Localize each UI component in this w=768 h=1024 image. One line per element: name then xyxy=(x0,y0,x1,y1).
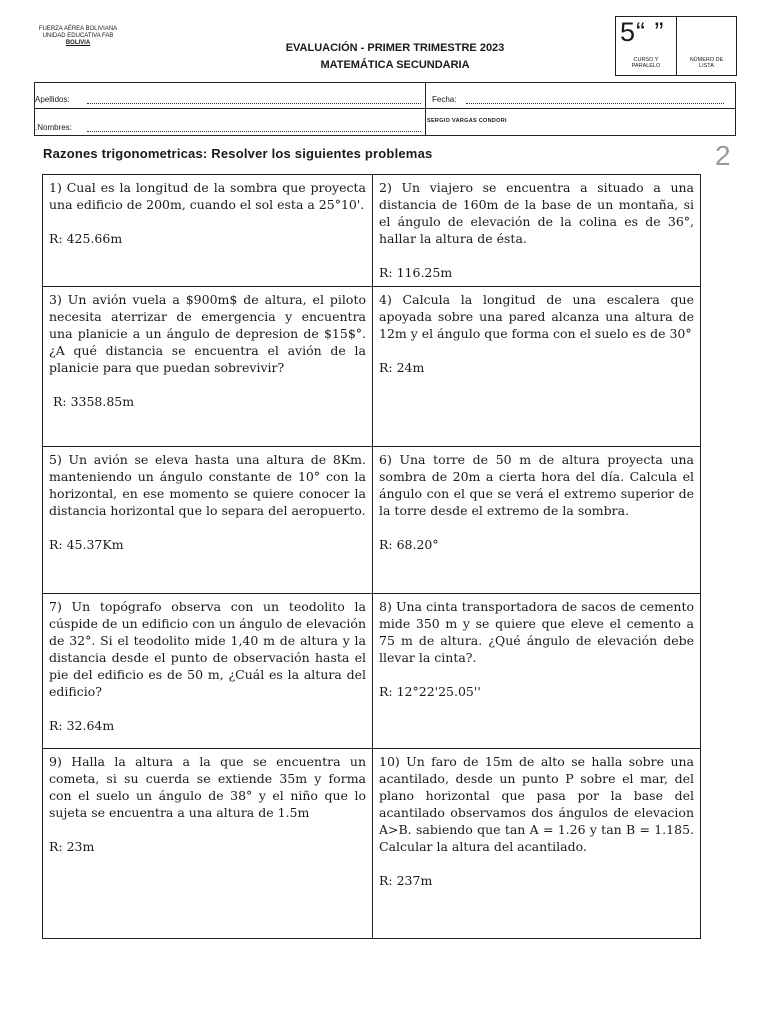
problem-cell-6 xyxy=(373,447,700,594)
problem-answer: R: 68.20° xyxy=(379,537,439,552)
grade-label-line-2: PARALELO xyxy=(631,63,661,69)
problem-text: 6) Una torre de 50 m de altura proyecta una sombra de 20m a cierta hora del día. Calcula el ángulo con el que se verá el extremo superior de la torre desde el extremo de la sombra. xyxy=(379,452,694,518)
exam-title xyxy=(230,40,560,74)
problem-text: 5) Un avión se eleva hasta una altura de 8Km. manteniendo un ángulo constante de 10° con la horizontal, en ese momento se quiere conocer la distancia horizontal que lo separa del aeropuerto. xyxy=(49,452,366,518)
grade-label-line-1: CURSO Y xyxy=(633,57,659,63)
problem-answer: R: 45.37Km xyxy=(49,537,124,552)
nombres-field[interactable] xyxy=(87,131,421,132)
grade-box xyxy=(615,16,677,76)
problem-text: 10) Un faro de 15m de alto se halla sobre una acantilado, desde un punto P sobre el mar, del plano horizontal que pasa por la base del acantilado observamos dos ángulos de elevacion A>B. sabiendo que tan A = 1.26 y tan B = 1.185. Calcular la altura del acantilado. xyxy=(379,754,694,854)
exam-title-line-1: EVALUACIÓN - PRIMER TRIMESTRE 2023 xyxy=(285,42,505,54)
list-label-line-2: LISTA xyxy=(699,63,714,69)
problem-cell-3 xyxy=(43,287,373,447)
problem-answer: R: 3358.85m xyxy=(49,394,135,409)
problem-text: 1) Cual es la longitud de la sombra que proyecta una edificio de 200m, cuando el sol esta a 25°10'. xyxy=(49,180,366,212)
list-label-line-1: NÚMERO DE xyxy=(689,57,724,63)
list-number-label xyxy=(677,57,736,69)
problems-table xyxy=(42,174,701,939)
problem-cell-10 xyxy=(373,749,700,938)
problem-answer: R: 12°22'25.05'' xyxy=(379,684,481,699)
grade-label xyxy=(616,57,676,69)
student-name-value: SERGIO VARGAS CONDORI xyxy=(427,118,507,124)
problem-cell-5 xyxy=(43,447,373,594)
fecha-label: Fecha: xyxy=(432,95,457,104)
problem-answer: R: 425.66m xyxy=(49,231,123,246)
exam-title-line-2: MATEMÁTICA SECUNDARIA xyxy=(320,59,470,71)
problem-cell-8 xyxy=(373,594,700,749)
problem-text: 3) Un avión vuela a $900m$ de altura, el piloto necesita aterrizar de emergencia y encuentra una planicie a un ángulo de depresion de $15$°. ¿A qué distancia se encuentra el avión de la planicie para que puedan sobrevivir? xyxy=(49,292,366,375)
problem-text: 7) Un topógrafo observa con un teodolito la cúspide de un edificio con un ángulo de elevación de 32°. Si el teodolito mide 1,40 m de altura y la distancia desde el punto de observación hasta el pie del edificio es de 50 m, ¿Cuál es la altura del edificio? xyxy=(49,599,366,699)
section-title: Razones trigonometricas: Resolver los siguientes problemas xyxy=(43,146,433,161)
problem-cell-4 xyxy=(373,287,700,447)
problem-text: 8) Una cinta transportadora de sacos de cemento mide 350 m y se quiere que eleve el cemento a 75 m de altura. ¿Qué ángulo de elevación debe llevar la cinta?. xyxy=(379,599,694,665)
institution-line-2: UNIDAD EDUCATIVA FAB xyxy=(42,33,114,39)
institution-line-1: FUERZA AÉREA BOLIVIANA xyxy=(38,26,118,32)
problem-answer: R: 237m xyxy=(379,873,433,888)
problem-text: 9) Halla la altura a la que se encuentra un cometa, si su cuerda se extiende 35m y forma con el suelo un ángulo de 38° y el niño que lo sujeta se encuentra a una altura de 1.5m xyxy=(49,754,366,820)
problem-answer: R: 32.64m xyxy=(49,718,115,733)
student-info-box xyxy=(34,82,736,136)
apellidos-label: Apellidos: xyxy=(35,95,70,104)
problem-answer: R: 116.25m xyxy=(379,265,453,280)
grade-value: 5“ ” xyxy=(620,17,665,47)
problem-cell-7 xyxy=(43,594,373,749)
institution-line-3: BOLIVIA xyxy=(65,40,91,46)
problem-answer: R: 24m xyxy=(379,360,425,375)
apellidos-field[interactable] xyxy=(87,103,421,104)
problem-cell-1 xyxy=(43,175,373,287)
info-divider-vertical xyxy=(425,83,426,135)
problem-cell-9 xyxy=(43,749,373,938)
info-divider-horizontal xyxy=(35,108,735,109)
problem-text: 4) Calcula la longitud de una escalera que apoyada sobre una pared alcanza una altura de 12m y el ángulo que forma con el suelo es de 30° xyxy=(379,292,694,341)
problem-cell-2 xyxy=(373,175,700,287)
list-number-box xyxy=(677,16,737,76)
nombres-label: .Nombres: xyxy=(35,123,72,132)
fecha-field[interactable] xyxy=(466,103,724,104)
problem-text: 2) Un viajero se encuentra a situado a una distancia de 160m de la base de un montaña, si el ángulo de elevación de la colina es de 36°, hallar la altura de ésta. xyxy=(379,180,694,246)
problem-answer: R: 23m xyxy=(49,839,95,854)
institution-block xyxy=(34,26,122,47)
page-number: 2 xyxy=(715,140,731,171)
